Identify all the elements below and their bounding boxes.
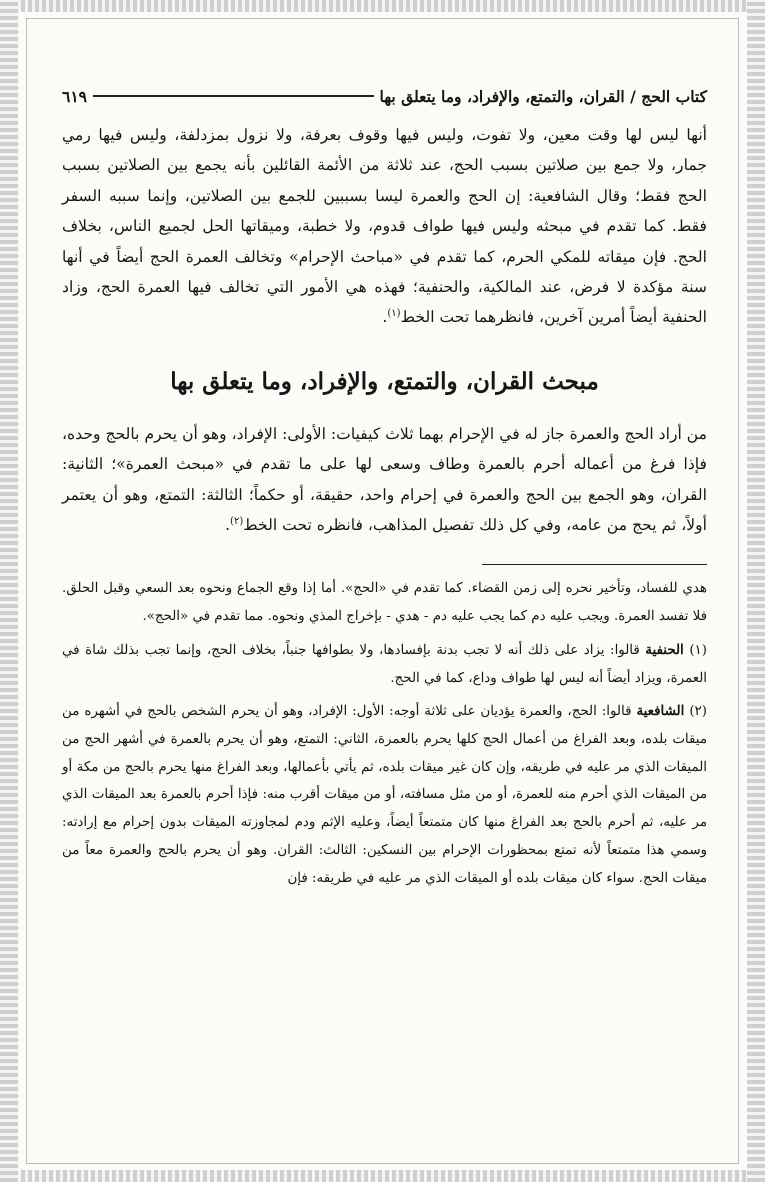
intro-end: . — [382, 308, 388, 327]
footnote-1-school: الحنفية — [645, 641, 684, 658]
footnote-ref-1[interactable]: (١) — [387, 308, 401, 320]
footnote-2-school: الشافعية — [636, 703, 685, 720]
section-paragraph — [62, 419, 707, 541]
footnote-1 — [62, 637, 707, 692]
section-end: . — [225, 516, 231, 535]
intro-paragraph — [62, 120, 707, 333]
footnote-1-text: قالوا: يزاد على ذلك أنه لا تجب بدنة بإفسادها، ولا بطوافها جنباً، بخلاف الحج، وإنما تجب بذلك شاة في العمرة، ويزاد أيضاً أنه ليس لها طواف وداع، كما في الحج. — [62, 642, 707, 686]
running-header-title: كتاب الحج / القران، والتمتع، والإفراد، وما يتعلق بها — [379, 86, 707, 106]
footnote-separator — [482, 564, 707, 565]
page-border-left — [0, 0, 18, 1182]
footnote-2 — [62, 698, 707, 892]
footnote-continuation: هدي للفساد، وتأخير نحره إلى زمن القضاء. كما تقدم في «الحج». أما إذا وقع الجماع ونحوه بعد السعي وقبل الحلق. فلا تفسد العمرة. ويجب عليه دم كما يجب عليه دم - هدي - بإخراج المذي ونحوه. مما تقدم في «الحج». — [62, 581, 707, 625]
intro-text: أنها ليس لها وقت معين، ولا تفوت، وليس فيها وقوف بعرفة، ولا نزول بمزدلفة، وليس فيها رمي جمار، ولا جمع بين صلاتين بسبب الحج، عند ثلاثة من الأئمة القائلين بأنه يجمع بين الصلاتين بسبب الحج فقط؛ وقال الشافعية: إن الحج والعمرة ليسا بسببين للجمع بين الصلاتين، وإنما سببه السفر فقط. كما تقدم في مبحثه وليس فيها طواف قدوم، ولا خطبة، وميقاتها الحل لجميع الناس، بخلاف الحج. فإن ميقاته للمكي الحرم، كما تقدم في «مباحث الإحرام» وتخالف العمرة الحج أيضاً في أنها سنة مؤكدة لا فرض، عند المالكية، والحنفية؛ فهذه هي الأمور التي تخالف فيها العمرة الحج، وزاد الحنفية أيضاً أمرين آخرين، فانظرهما تحت الخط — [62, 126, 707, 327]
footnote-1-marker: (١) — [689, 642, 707, 658]
page-border-bottom — [0, 1170, 765, 1182]
running-header-rule — [93, 95, 374, 97]
section-text: من أراد الحج والعمرة جاز له في الإحرام بهما ثلاث كيفيات: الأولى: الإفراد، وهو أن يحرم بالحج وحده، فإذا فرغ من أعماله أحرم بالعمرة وطاف وسعى لها على ما تقدم في «مبحث العمرة»؛ الثانية: القران، وهو الجمع بين الحج والعمرة في إحرام واحد، حقيقة، أو حكماً؛ الثالثة: التمتع، وهو أن يعتمر أولاً، ثم يحج من عامه، وفي كل ذلك تفصيل المذاهب، فانظره تحت الخط — [62, 424, 707, 535]
page-border-right — [747, 0, 765, 1182]
footnote-ref-2[interactable]: (٢) — [230, 515, 244, 527]
book-page — [62, 84, 707, 892]
section-heading: مبحث القران، والتمتع، والإفراد، وما يتعلق بها — [170, 367, 599, 395]
page-number: ٦١٩ — [62, 86, 87, 106]
footnote-2-text: قالوا: الحج، والعمرة يؤديان على ثلاثة أوجه: الأول: الإفراد، وهو أن يحرم الشخص بالحج في أشهره من ميقات بلده، وبعد الفراغ من أعمال الحج كلها يحرم بالعمرة، الثاني: التمتع، وهو أن يحرم بالعمرة في أشهر الحج من الميقات الذي مر عليه في طريقه، وإن كان غير ميقات بلده، ثم يأتي بأعمالها، وبعد الفراغ منها يحرم بالحج من مكة أو من الميقات الذي أحرم منه للعمرة، أو من مثل مسافته، أو من ميقات أقرب منه: فإذا أحرم بالعمرة بعد الميقات الذي مر عليه، ثم أحرم بالحج بعد الفراغ منها كان متمتعاً أيضاً، وعليه الإثم ودم لمجاوزته الميقات بدون إحرام مع إرادته: وسمي هذا متمتعاً لأنه تمتع بمحظورات الإحرام بين النسكين: الثالث: القران. وهو أن يحرم بالحج والعمرة معاً من ميقات الحج. سواء كان ميقات بلده أو الميقات الذي مر عليه في طريقه: فإن — [62, 704, 707, 886]
running-header — [62, 84, 707, 108]
page-border-top — [0, 0, 765, 12]
footnote-2-marker: (٢) — [689, 704, 707, 720]
